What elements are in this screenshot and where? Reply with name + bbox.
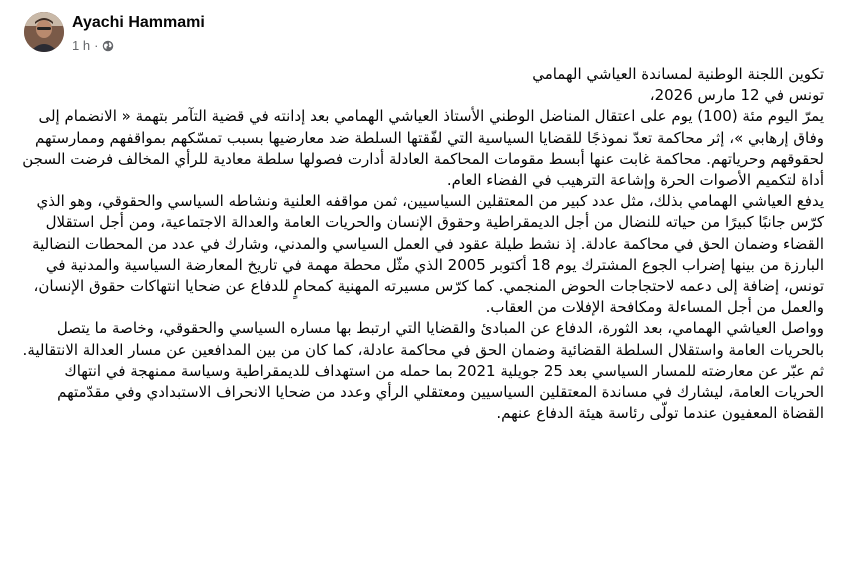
post-body: [20, 64, 824, 424]
post-paragraph: تونس في 12 مارس 2026،: [649, 86, 824, 105]
meta-separator: ·: [94, 38, 99, 53]
post-paragraph: وواصل العياشي الهمامي، بعد الثورة، الدفاع عن المبادئ والقضايا التي ارتبط بها مساره السياسي والحقوقي، وخاصة ما يتصل بالحريات العامة واستقلال السلطة القضائية وضمان الحق في محاكمة عادلة، كما كان من بين المدافعين عن مسار العدالة الانتقالية. ثم عبّر عن معارضته للمسار السياسي بعد 25 جويلية 2021 بما حمله من استهداف للديمقراطية وسياسة ممنهجة في انتهاك الحريات العامة، ليشارك في مساندة المعتقلين السياسيين ومعتقلي الرأي وعدد من ضحايا الانحراف الاستبدادي وفي مقدّمتهم القضاة المعفيون عندما تولّى رئاسة هيئة الدفاع عنهم.: [22, 319, 824, 423]
post-time[interactable]: 1 h: [72, 38, 91, 53]
post-paragraph: يمرّ اليوم مئة (100) يوم على اعتقال المناضل الوطني الأستاذ العياشي الهمامي بعد إدانته في قضية التآمر بتهمة « الانضمام إلى وفاق إرهابي »، إثر محاكمة تعدّ نموذجًا للقضايا السياسية التي لفّقتها السلطة ضد معارضيها بسبب تمسّكهم بمواقفهم وممارستهم لحقوقهم وحرياتهم. محاكمة غابت عنها أبسط مقومات المحاكمة العادلة أدارت فصولها سلطة معادية للرأي المخالف فرضت السجن أداة لتكميم الأصوات الحرة وإشاعة الترهيب في الفضاء العام.: [22, 107, 824, 190]
author-name[interactable]: Ayachi Hammami: [72, 14, 205, 31]
avatar-photo: [24, 12, 64, 52]
post-meta: [72, 38, 114, 53]
post-paragraph: يدفع العياشي الهمامي بذلك، مثل عدد كبير من المعتقلين السياسيين، ثمن مواقفه العلنية ونشاطه السياسي والحقوقي، وهو الذي كرّس جانبًا كبيرًا من حياته للنضال من أجل الديمقراطية وحقوق الإنسان والحريات العامة والعدالة الاجتماعية، ومن أجل استقلال القضاء وضمان الحق في محاكمة عادلة. إذ نشط طيلة عقود في العمل السياسي والمدني، وشارك في عدد من المحطات النضالية البارزة من بينها إضراب الجوع المشترك يوم 18 أكتوبر 2005 الذي مثّل محطة مهمة في تاريخ المعارضة السياسية والمدنية في تونس، إضافة إلى دعمه لاحتجاجات الحوض المنجمي. كما كرّس مسيرته المهنية كمحامٍ للدفاع عن ضحايا انتهاكات حقوق الإنسان، والعمل من أجل المساءلة ومكافحة الإفلات من العقاب.: [32, 192, 824, 317]
globe-icon[interactable]: [102, 40, 114, 52]
bottom-fade: [0, 575, 848, 581]
post-title: تكوين اللجنة الوطنية لمساندة العياشي الهمامي: [532, 65, 824, 83]
avatar[interactable]: [24, 12, 64, 52]
post-header: [24, 12, 824, 60]
